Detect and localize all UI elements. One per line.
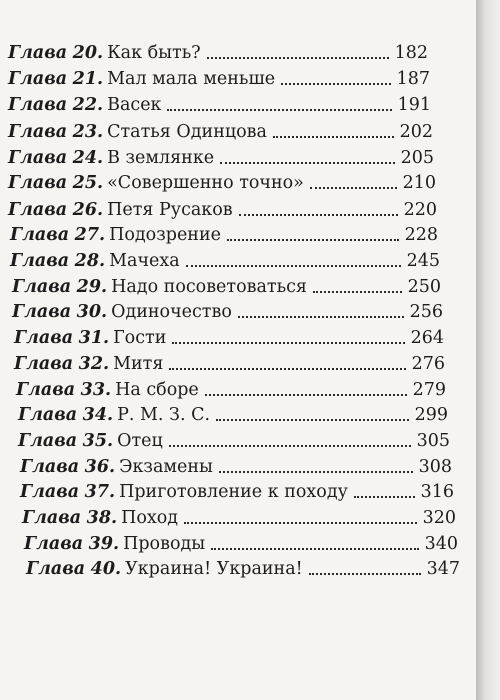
chapter-word: Глава bbox=[14, 328, 74, 348]
page-number: 205 bbox=[400, 148, 434, 168]
page-number: 299 bbox=[414, 405, 448, 425]
chapter-word: Глава bbox=[22, 508, 82, 528]
chapter-title: Надо посоветоваться bbox=[111, 277, 307, 297]
chapter-title: Подозрение bbox=[109, 225, 221, 245]
chapter-title: Р. М. З. С. bbox=[117, 405, 211, 425]
page-number: 316 bbox=[420, 482, 454, 502]
toc-entry bbox=[8, 119, 433, 143]
toc-entry bbox=[22, 505, 456, 529]
chapter-number: 25. bbox=[72, 173, 104, 193]
chapter-title: Статья Одинцова bbox=[107, 122, 267, 142]
leader-dots bbox=[238, 315, 404, 318]
chapter-number: 37. bbox=[84, 482, 116, 502]
page-number: 250 bbox=[407, 277, 441, 297]
toc-entry bbox=[8, 40, 428, 64]
toc-entry bbox=[8, 92, 431, 116]
chapter-word: Глава bbox=[8, 148, 68, 168]
chapter-title: Как быть? bbox=[107, 43, 201, 63]
chapter-number: 23. bbox=[72, 122, 104, 142]
page-number: 308 bbox=[418, 457, 452, 477]
leader-dots bbox=[207, 56, 389, 59]
chapter-number: 20. bbox=[72, 43, 104, 63]
page-number: 279 bbox=[412, 380, 446, 400]
page-number: 245 bbox=[406, 251, 440, 271]
page-number: 340 bbox=[424, 534, 458, 554]
toc-entry bbox=[18, 428, 450, 452]
chapter-title: Митя bbox=[113, 354, 164, 374]
chapter-word: Глава bbox=[20, 482, 80, 502]
chapter-word: Глава bbox=[8, 69, 68, 89]
chapter-number: 30. bbox=[76, 302, 108, 322]
chapter-word: Глава bbox=[8, 200, 68, 220]
chapter-title: В землянке bbox=[107, 148, 215, 168]
chapter-word: Глава bbox=[24, 534, 84, 554]
chapter-number: 33. bbox=[80, 380, 112, 400]
page-number: 210 bbox=[402, 173, 436, 193]
toc-entry bbox=[10, 248, 440, 272]
chapter-word: Глава bbox=[18, 431, 78, 451]
leader-dots bbox=[186, 264, 401, 267]
page-number: 276 bbox=[411, 354, 445, 374]
chapter-number: 38. bbox=[86, 508, 118, 528]
chapter-number: 39. bbox=[88, 534, 120, 554]
page-edge bbox=[476, 0, 500, 700]
chapter-word: Глава bbox=[10, 251, 70, 271]
toc-entry bbox=[24, 531, 458, 555]
leader-dots bbox=[227, 238, 399, 241]
chapter-number: 29. bbox=[76, 277, 108, 297]
leader-dots bbox=[239, 213, 398, 216]
toc-entry bbox=[20, 454, 452, 478]
page-number: 191 bbox=[397, 95, 431, 115]
chapter-number: 34. bbox=[82, 405, 114, 425]
chapter-word: Глава bbox=[12, 277, 72, 297]
toc-entry bbox=[8, 197, 437, 221]
leader-dots bbox=[172, 341, 404, 344]
chapter-word: Глава bbox=[12, 302, 72, 322]
chapter-number: 27. bbox=[74, 225, 106, 245]
chapter-title: Проводы bbox=[123, 534, 206, 554]
page-number: 228 bbox=[404, 225, 438, 245]
chapter-title: Отец bbox=[117, 431, 163, 451]
chapter-title: Одиночество bbox=[111, 302, 232, 322]
leader-dots bbox=[211, 547, 418, 550]
leader-dots bbox=[354, 495, 415, 498]
chapter-number: 32. bbox=[78, 354, 110, 374]
chapter-number: 28. bbox=[74, 251, 106, 271]
chapter-title: Украина! Украина! bbox=[125, 559, 303, 579]
chapter-title: Васек bbox=[107, 95, 162, 115]
leader-dots bbox=[205, 393, 407, 396]
leader-dots bbox=[309, 572, 421, 575]
chapter-title: «Совершенно точно» bbox=[107, 173, 304, 193]
chapter-word: Глава bbox=[10, 225, 70, 245]
chapter-title: На сборе bbox=[115, 380, 199, 400]
leader-dots bbox=[313, 290, 402, 293]
toc-entry bbox=[14, 325, 444, 349]
toc-entry bbox=[10, 222, 438, 246]
chapter-number: 24. bbox=[72, 148, 104, 168]
leader-dots bbox=[216, 418, 409, 421]
chapter-title: Гости bbox=[113, 328, 167, 348]
chapter-word: Глава bbox=[8, 173, 68, 193]
chapter-title: Петя Русаков bbox=[107, 200, 233, 220]
page-number: 220 bbox=[403, 200, 437, 220]
toc-entry bbox=[16, 377, 446, 401]
chapter-word: Глава bbox=[14, 354, 74, 374]
leader-dots bbox=[169, 367, 405, 370]
chapter-title: Мал мала меньше bbox=[107, 69, 276, 89]
toc-entry bbox=[8, 170, 436, 194]
leader-dots bbox=[310, 186, 397, 189]
toc-entry bbox=[8, 66, 430, 90]
leader-dots bbox=[273, 135, 394, 138]
chapter-number: 22. bbox=[72, 95, 104, 115]
toc-entry bbox=[12, 299, 443, 323]
chapter-number: 36. bbox=[84, 457, 116, 477]
leader-dots bbox=[184, 521, 417, 524]
page-number: 187 bbox=[396, 69, 430, 89]
chapter-number: 21. bbox=[72, 69, 104, 89]
chapter-title: Приготовление к походу bbox=[119, 482, 348, 502]
chapter-word: Глава bbox=[8, 43, 68, 63]
toc-entry bbox=[8, 145, 434, 169]
leader-dots bbox=[169, 444, 411, 447]
chapter-title: Мачеха bbox=[109, 251, 180, 271]
leader-dots bbox=[220, 161, 394, 164]
page-number: 182 bbox=[394, 43, 428, 63]
page-number: 264 bbox=[410, 328, 444, 348]
chapter-title: Поход bbox=[121, 508, 179, 528]
page-number: 202 bbox=[399, 122, 433, 142]
chapter-word: Глава bbox=[20, 457, 80, 477]
chapter-title: Экзамены bbox=[119, 457, 213, 477]
chapter-number: 26. bbox=[72, 200, 104, 220]
chapter-word: Глава bbox=[8, 95, 68, 115]
chapter-word: Глава bbox=[18, 405, 78, 425]
leader-dots bbox=[219, 470, 413, 473]
chapter-number: 35. bbox=[82, 431, 114, 451]
chapter-word: Глава bbox=[8, 122, 68, 142]
page-number: 320 bbox=[422, 508, 456, 528]
chapter-word: Глава bbox=[26, 559, 86, 579]
page-number: 256 bbox=[409, 302, 443, 322]
chapter-word: Глава bbox=[16, 380, 76, 400]
toc-entry bbox=[14, 351, 445, 375]
page-number: 305 bbox=[416, 431, 450, 451]
page-number: 347 bbox=[426, 559, 460, 579]
toc-entry bbox=[26, 556, 460, 580]
toc-entry bbox=[12, 274, 441, 298]
leader-dots bbox=[281, 82, 391, 85]
leader-dots bbox=[167, 108, 391, 111]
chapter-number: 40. bbox=[90, 559, 122, 579]
toc-entry bbox=[20, 479, 454, 503]
toc-entry bbox=[18, 402, 448, 426]
chapter-number: 31. bbox=[78, 328, 110, 348]
